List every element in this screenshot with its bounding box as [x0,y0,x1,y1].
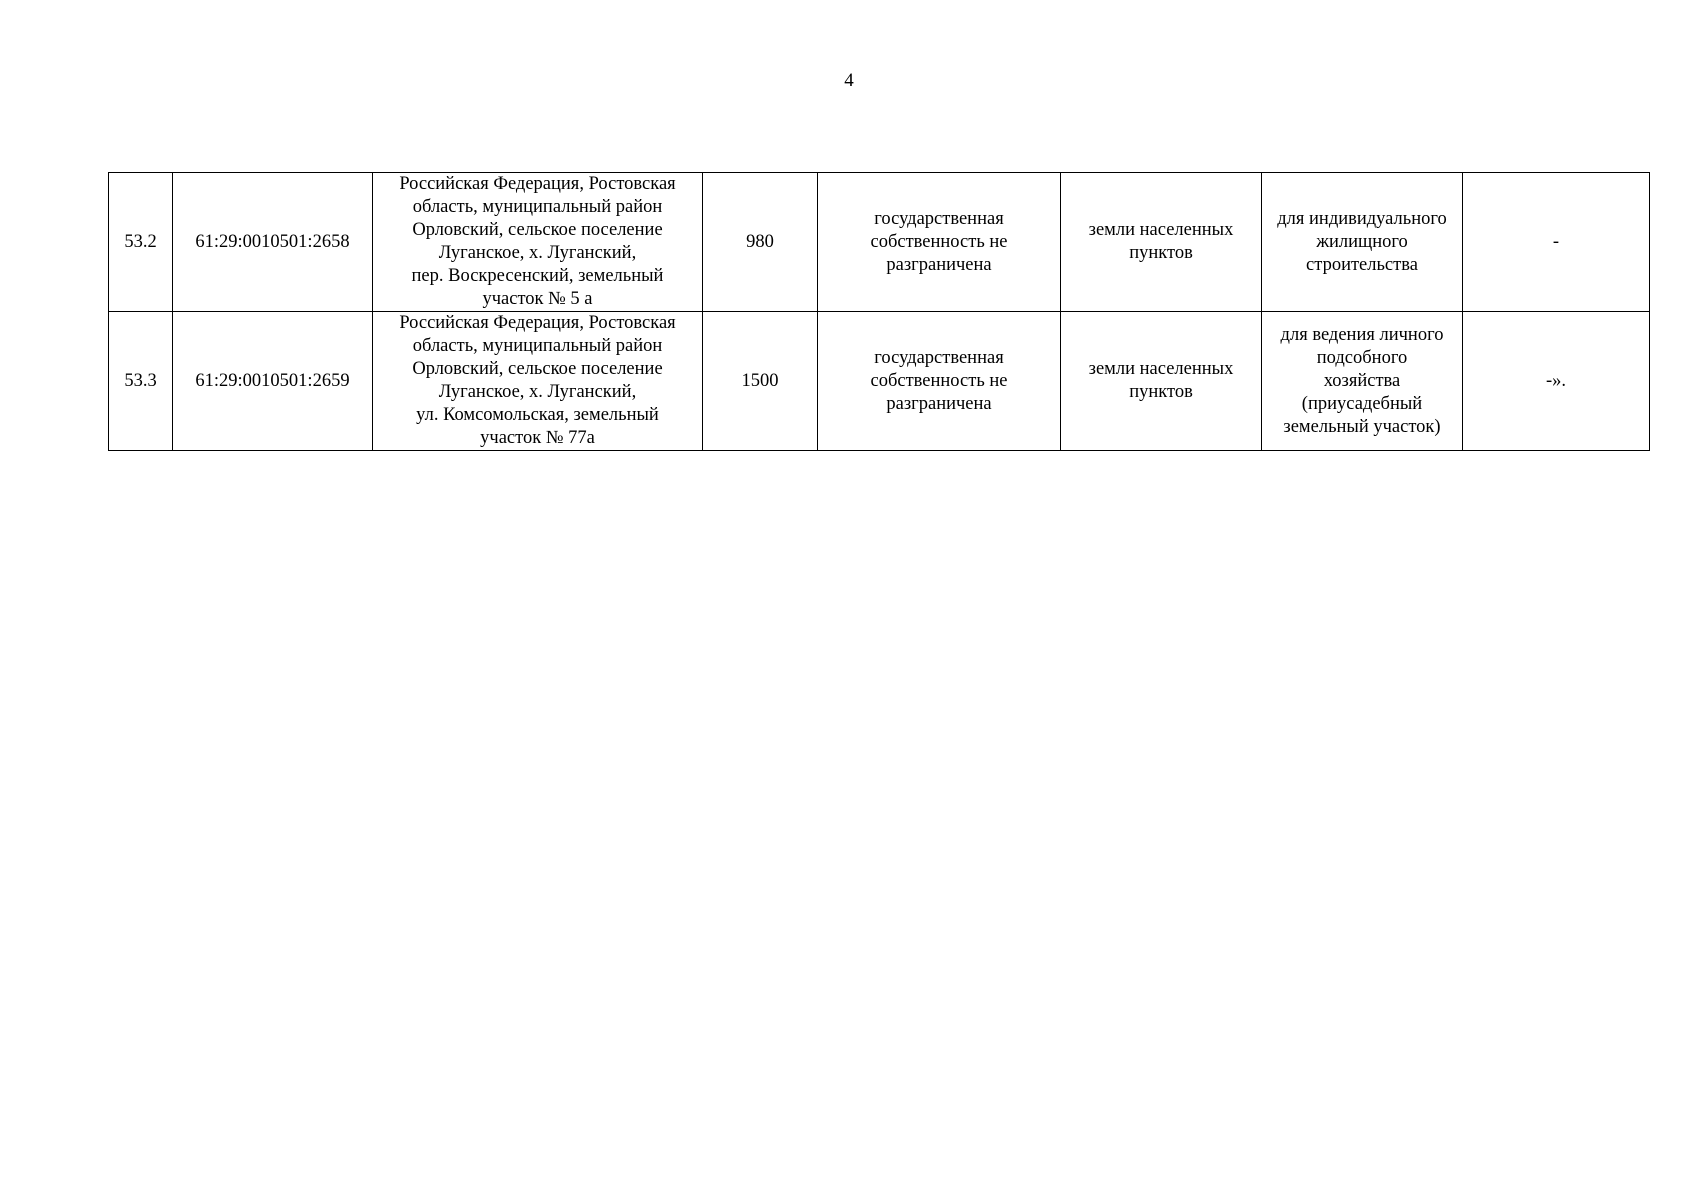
permitted-use-cell: для индивидуального жилищного строительства [1262,173,1463,312]
address-cell: Российская Федерация, Ростовская область, муниципальный район Орловский, сельское поселение Луганское, х. Луганский, пер. Воскресенский, земельный участок № 5 а [373,173,703,312]
table-row [109,173,1650,312]
row-number-cell: 53.3 [109,312,173,451]
area-cell: 980 [703,173,818,312]
note-cell: -». [1463,312,1650,451]
row-number-cell: 53.2 [109,173,173,312]
land-category-cell: земли населенных пунктов [1061,173,1262,312]
land-category-cell: земли населенных пунктов [1061,312,1262,451]
cadastral-number-cell: 61:29:0010501:2659 [173,312,373,451]
ownership-cell: государственная собственность не разграничена [818,173,1061,312]
page-number: 4 [844,70,854,91]
cadastral-number-cell: 61:29:0010501:2658 [173,173,373,312]
table-row [109,312,1650,451]
permitted-use-cell: для ведения личного подсобного хозяйства (приусадебный земельный участок) [1262,312,1463,451]
area-cell: 1500 [703,312,818,451]
ownership-cell: государственная собственность не разграничена [818,312,1061,451]
note-cell: - [1463,173,1650,312]
address-cell: Российская Федерация, Ростовская область, муниципальный район Орловский, сельское поселение Луганское, х. Луганский, ул. Комсомольская, земельный участок № 77а [373,312,703,451]
land-plots-table [108,172,1650,451]
